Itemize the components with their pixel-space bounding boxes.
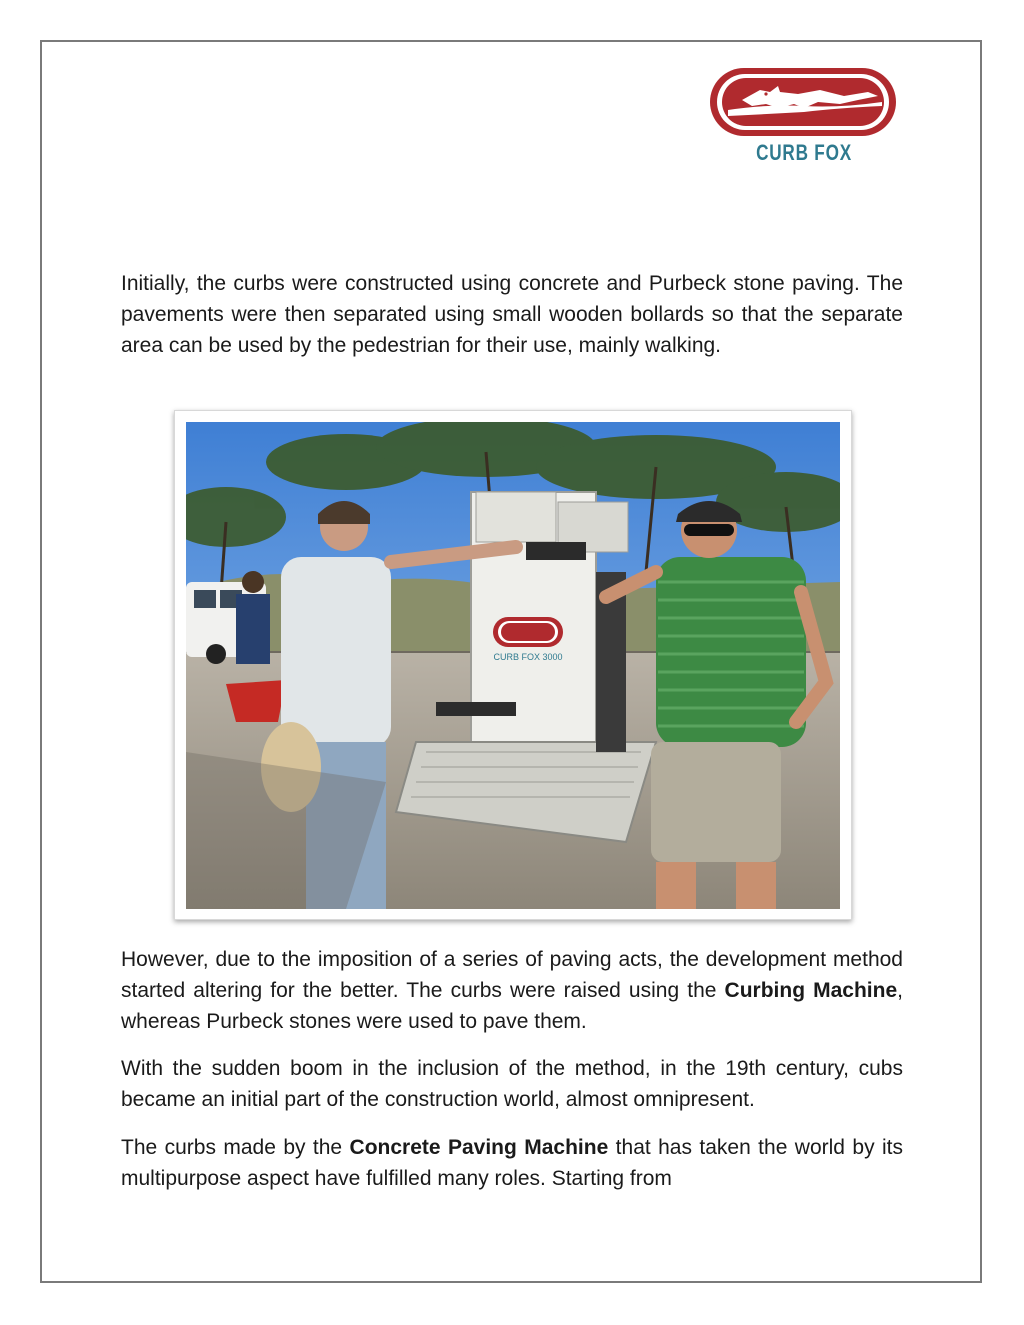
paragraph-2-text-b: , whereas Purbeck stones were used to pave them. bbox=[121, 979, 903, 1033]
machine-label: CURB FOX 3000 bbox=[493, 652, 563, 662]
paragraph-4-text-a: The curbs made by the bbox=[121, 1136, 350, 1159]
fox-logo-icon bbox=[708, 66, 900, 140]
paragraph-2-text-a: However, due to the imposition of a series of paving acts, the development method started altering for the better. The curbs were raised using the bbox=[121, 948, 903, 1002]
paragraph-2 bbox=[121, 944, 903, 1037]
curbing-machine-term: Curbing Machine bbox=[724, 979, 898, 1002]
concrete-paving-machine-term: Concrete Paving Machine bbox=[349, 1136, 609, 1159]
curb-fox-logo bbox=[708, 66, 900, 172]
curbing-machine-photo bbox=[186, 422, 840, 909]
paragraph-4-text-b: that has taken the world by its multipurpose aspect have fulfilled many roles. Starting from bbox=[121, 1136, 903, 1190]
paragraph-3: With the sudden boom in the inclusion of the method, in the 19th century, cubs became an initial part of the construction world, almost omnipresent. bbox=[121, 1057, 903, 1111]
paragraph-4 bbox=[121, 1132, 903, 1194]
photo-frame bbox=[174, 410, 852, 920]
logo-text: CURB FOX bbox=[756, 140, 852, 165]
paragraph-1: Initially, the curbs were constructed using concrete and Purbeck stone paving. The pavements were then separated using small wooden bollards so that the separate area can be used by the pedestrian for their use, mainly walking. bbox=[121, 272, 903, 357]
